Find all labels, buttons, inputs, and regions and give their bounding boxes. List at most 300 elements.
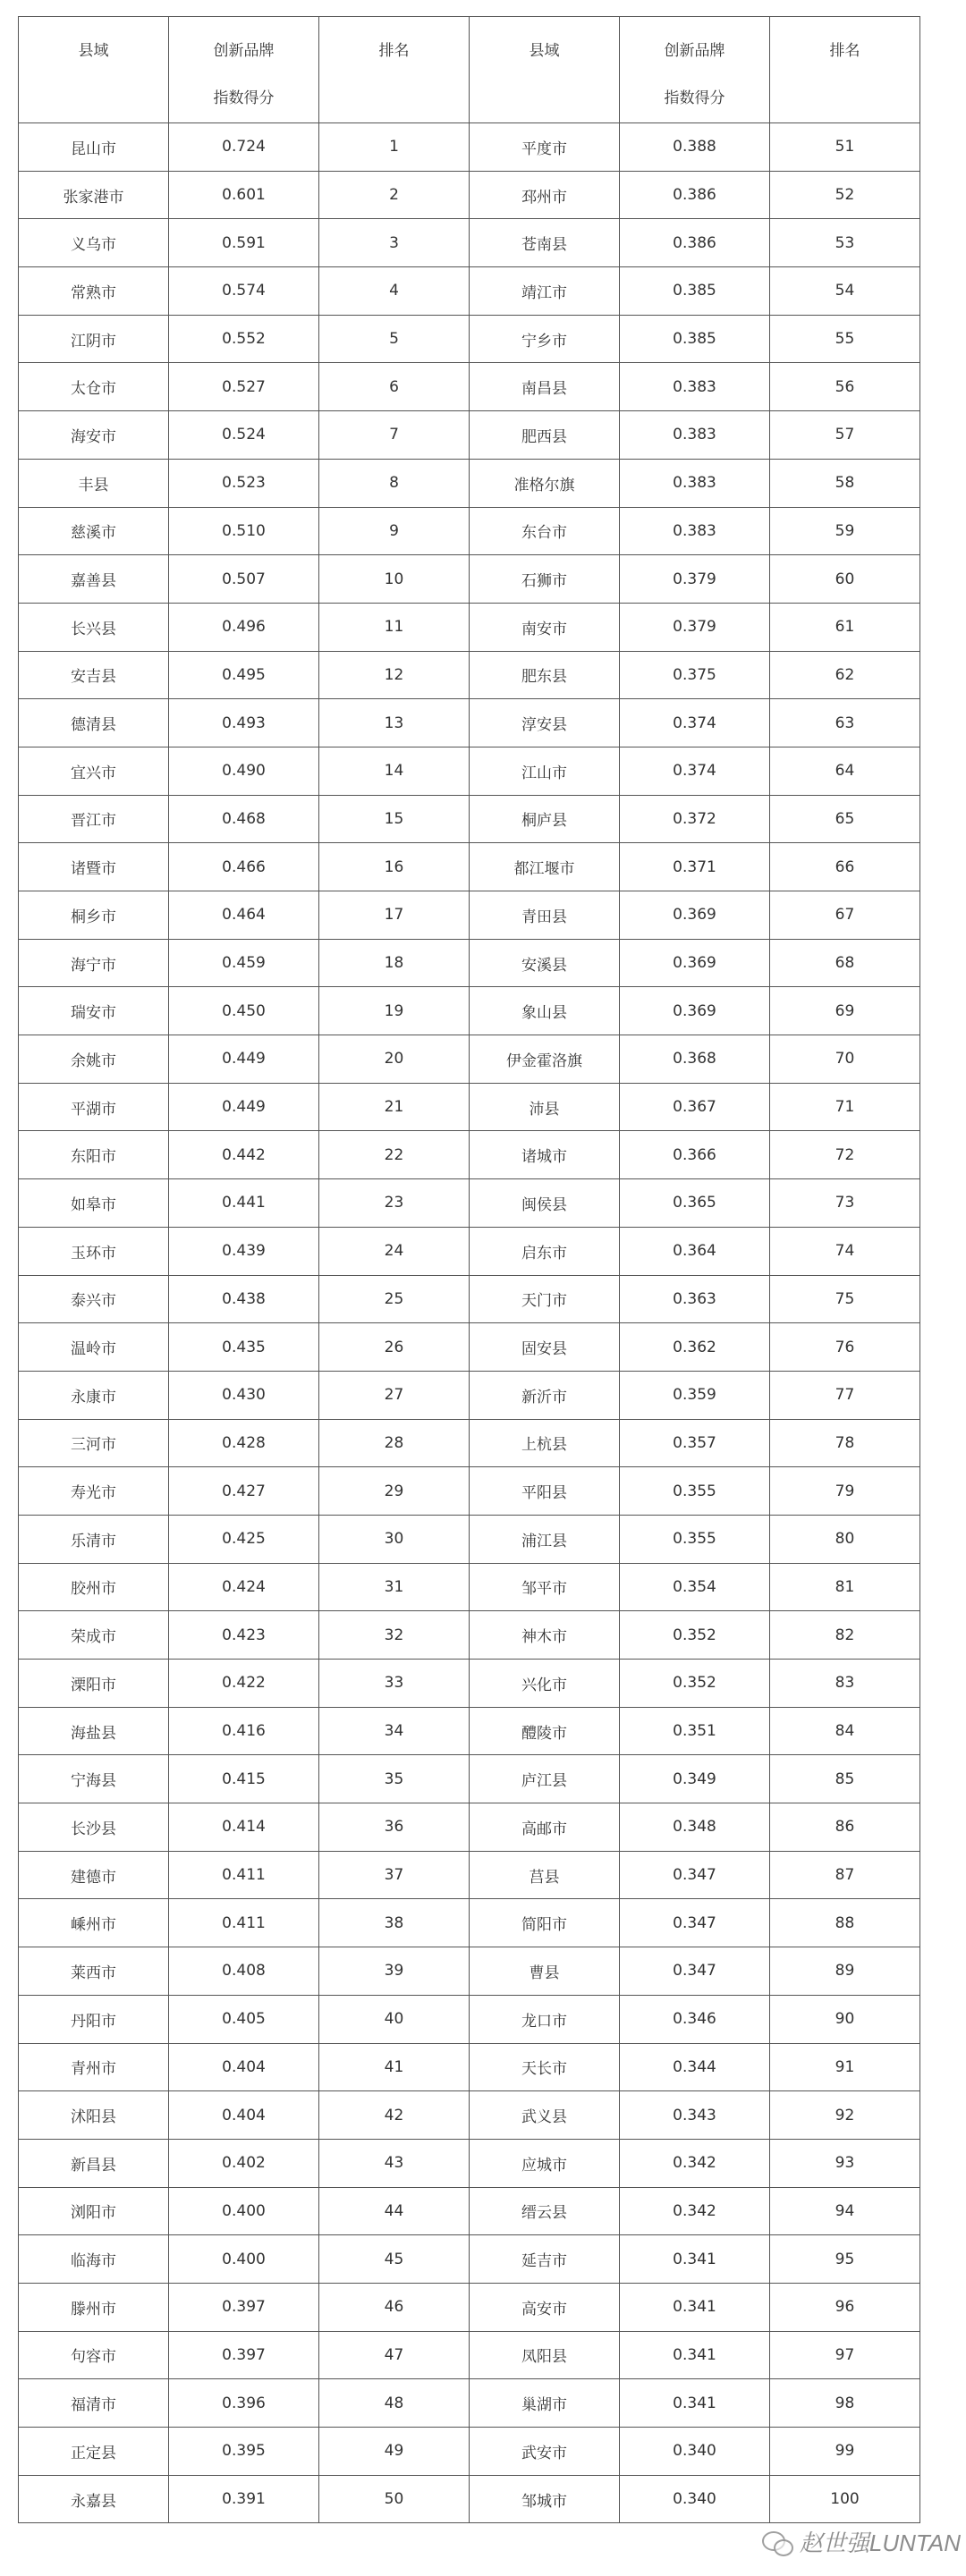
county-name-left: 永嘉县 bbox=[19, 2475, 169, 2523]
score-left: 0.411 bbox=[169, 1899, 319, 1947]
rank-right: 74 bbox=[770, 1227, 920, 1275]
score-left: 0.507 bbox=[169, 555, 319, 604]
county-name-left: 江阴市 bbox=[19, 315, 169, 363]
rank-left: 41 bbox=[319, 2043, 470, 2091]
table-row bbox=[19, 843, 920, 891]
rank-right: 62 bbox=[770, 651, 920, 699]
score-right: 0.369 bbox=[620, 939, 770, 987]
county-name-left: 丹阳市 bbox=[19, 1995, 169, 2043]
rank-left: 25 bbox=[319, 1275, 470, 1323]
rank-left: 18 bbox=[319, 939, 470, 987]
rank-left: 8 bbox=[319, 459, 470, 507]
rank-left: 27 bbox=[319, 1371, 470, 1419]
score-right: 0.344 bbox=[620, 2043, 770, 2091]
rank-left: 2 bbox=[319, 171, 470, 219]
score-right: 0.379 bbox=[620, 555, 770, 604]
county-name-right: 石狮市 bbox=[470, 555, 620, 604]
score-left: 0.414 bbox=[169, 1803, 319, 1852]
rank-right: 52 bbox=[770, 171, 920, 219]
rank-right: 72 bbox=[770, 1131, 920, 1179]
score-left: 0.552 bbox=[169, 315, 319, 363]
county-name-left: 新昌县 bbox=[19, 2139, 169, 2187]
county-name-right: 巢湖市 bbox=[470, 2379, 620, 2428]
rank-right: 51 bbox=[770, 123, 920, 172]
rank-right: 60 bbox=[770, 555, 920, 604]
rank-right: 75 bbox=[770, 1275, 920, 1323]
score-left: 0.424 bbox=[169, 1563, 319, 1611]
score-left: 0.601 bbox=[169, 171, 319, 219]
county-name-left: 沭阳县 bbox=[19, 2091, 169, 2140]
county-name-right: 神木市 bbox=[470, 1611, 620, 1660]
county-name-right: 延吉市 bbox=[470, 2235, 620, 2284]
rank-left: 49 bbox=[319, 2428, 470, 2476]
score-left: 0.527 bbox=[169, 363, 319, 411]
rank-left: 22 bbox=[319, 1131, 470, 1179]
score-right: 0.342 bbox=[620, 2187, 770, 2235]
table-row bbox=[19, 1707, 920, 1755]
county-name-left: 荣成市 bbox=[19, 1611, 169, 1660]
score-right: 0.352 bbox=[620, 1660, 770, 1708]
table-row bbox=[19, 1660, 920, 1708]
rank-left: 12 bbox=[319, 651, 470, 699]
score-left: 0.402 bbox=[169, 2139, 319, 2187]
score-right: 0.340 bbox=[620, 2428, 770, 2476]
county-name-right: 简阳市 bbox=[470, 1899, 620, 1947]
header-score-left: 创新品牌 指数得分 bbox=[169, 17, 319, 123]
county-name-right: 邹平市 bbox=[470, 1563, 620, 1611]
county-name-left: 海宁市 bbox=[19, 939, 169, 987]
county-name-right: 上杭县 bbox=[470, 1419, 620, 1467]
county-name-right: 南昌县 bbox=[470, 363, 620, 411]
score-right: 0.364 bbox=[620, 1227, 770, 1275]
county-name-left: 三河市 bbox=[19, 1419, 169, 1467]
rank-right: 88 bbox=[770, 1899, 920, 1947]
score-right: 0.366 bbox=[620, 1131, 770, 1179]
score-right: 0.383 bbox=[620, 507, 770, 555]
score-right: 0.385 bbox=[620, 315, 770, 363]
county-name-left: 宜兴市 bbox=[19, 747, 169, 795]
table-row bbox=[19, 171, 920, 219]
score-left: 0.450 bbox=[169, 987, 319, 1035]
county-name-right: 桐庐县 bbox=[470, 795, 620, 843]
table-row bbox=[19, 2283, 920, 2331]
table-row bbox=[19, 2091, 920, 2140]
table-row bbox=[19, 1179, 920, 1228]
rank-right: 86 bbox=[770, 1803, 920, 1852]
county-name-right: 醴陵市 bbox=[470, 1707, 620, 1755]
score-left: 0.423 bbox=[169, 1611, 319, 1660]
rank-right: 87 bbox=[770, 1851, 920, 1899]
table-row bbox=[19, 1851, 920, 1899]
county-name-left: 海盐县 bbox=[19, 1707, 169, 1755]
rank-left: 46 bbox=[319, 2283, 470, 2331]
county-name-right: 平度市 bbox=[470, 123, 620, 172]
score-right: 0.352 bbox=[620, 1611, 770, 1660]
rank-right: 59 bbox=[770, 507, 920, 555]
score-left: 0.427 bbox=[169, 1467, 319, 1516]
rank-left: 21 bbox=[319, 1083, 470, 1131]
county-name-right: 浦江县 bbox=[470, 1515, 620, 1563]
county-name-right: 龙口市 bbox=[470, 1995, 620, 2043]
county-name-right: 兴化市 bbox=[470, 1660, 620, 1708]
table-row bbox=[19, 2475, 920, 2523]
table-row bbox=[19, 987, 920, 1035]
county-name-right: 闽侯县 bbox=[470, 1179, 620, 1228]
county-name-left: 宁海县 bbox=[19, 1755, 169, 1803]
rank-left: 16 bbox=[319, 843, 470, 891]
score-left: 0.574 bbox=[169, 267, 319, 316]
score-left: 0.415 bbox=[169, 1755, 319, 1803]
rank-right: 55 bbox=[770, 315, 920, 363]
county-name-left: 福清市 bbox=[19, 2379, 169, 2428]
county-name-left: 平湖市 bbox=[19, 1083, 169, 1131]
county-name-right: 高安市 bbox=[470, 2283, 620, 2331]
score-right: 0.386 bbox=[620, 219, 770, 267]
table-row bbox=[19, 1083, 920, 1131]
rank-right: 90 bbox=[770, 1995, 920, 2043]
ranking-table bbox=[18, 16, 920, 2523]
rank-right: 76 bbox=[770, 1323, 920, 1372]
score-left: 0.425 bbox=[169, 1515, 319, 1563]
rank-left: 45 bbox=[319, 2235, 470, 2284]
score-right: 0.388 bbox=[620, 123, 770, 172]
rank-right: 58 bbox=[770, 459, 920, 507]
table-row bbox=[19, 651, 920, 699]
table-row bbox=[19, 1227, 920, 1275]
score-right: 0.374 bbox=[620, 699, 770, 747]
ranking-table-container bbox=[18, 16, 920, 2523]
score-right: 0.359 bbox=[620, 1371, 770, 1419]
score-left: 0.468 bbox=[169, 795, 319, 843]
table-row bbox=[19, 891, 920, 940]
table-row bbox=[19, 2428, 920, 2476]
score-right: 0.354 bbox=[620, 1563, 770, 1611]
county-name-left: 如皋市 bbox=[19, 1179, 169, 1228]
rank-left: 32 bbox=[319, 1611, 470, 1660]
score-left: 0.449 bbox=[169, 1035, 319, 1084]
rank-left: 42 bbox=[319, 2091, 470, 2140]
rank-left: 28 bbox=[319, 1419, 470, 1467]
score-right: 0.347 bbox=[620, 1899, 770, 1947]
county-name-right: 天长市 bbox=[470, 2043, 620, 2091]
rank-right: 95 bbox=[770, 2235, 920, 2284]
county-name-left: 长兴县 bbox=[19, 603, 169, 651]
county-name-right: 安溪县 bbox=[470, 939, 620, 987]
rank-left: 19 bbox=[319, 987, 470, 1035]
header-rank-right: 排名 bbox=[770, 17, 920, 123]
rank-right: 65 bbox=[770, 795, 920, 843]
watermark-text: 赵世强LUNTAN bbox=[799, 2530, 961, 2556]
rank-right: 77 bbox=[770, 1371, 920, 1419]
county-name-right: 莒县 bbox=[470, 1851, 620, 1899]
rank-right: 53 bbox=[770, 219, 920, 267]
rank-left: 48 bbox=[319, 2379, 470, 2428]
rank-left: 26 bbox=[319, 1323, 470, 1372]
county-name-left: 义乌市 bbox=[19, 219, 169, 267]
county-name-right: 宁乡市 bbox=[470, 315, 620, 363]
score-right: 0.372 bbox=[620, 795, 770, 843]
county-name-right: 曹县 bbox=[470, 1947, 620, 1996]
score-left: 0.495 bbox=[169, 651, 319, 699]
county-name-right: 凤阳县 bbox=[470, 2331, 620, 2379]
score-right: 0.343 bbox=[620, 2091, 770, 2140]
score-right: 0.357 bbox=[620, 1419, 770, 1467]
rank-right: 80 bbox=[770, 1515, 920, 1563]
rank-right: 57 bbox=[770, 411, 920, 460]
score-left: 0.416 bbox=[169, 1707, 319, 1755]
score-right: 0.346 bbox=[620, 1995, 770, 2043]
score-left: 0.466 bbox=[169, 843, 319, 891]
rank-left: 1 bbox=[319, 123, 470, 172]
rank-right: 97 bbox=[770, 2331, 920, 2379]
rank-left: 33 bbox=[319, 1660, 470, 1708]
score-right: 0.342 bbox=[620, 2139, 770, 2187]
table-row bbox=[19, 219, 920, 267]
rank-right: 69 bbox=[770, 987, 920, 1035]
county-name-right: 高邮市 bbox=[470, 1803, 620, 1852]
score-left: 0.408 bbox=[169, 1947, 319, 1996]
county-name-left: 乐清市 bbox=[19, 1515, 169, 1563]
county-name-left: 建德市 bbox=[19, 1851, 169, 1899]
rank-left: 47 bbox=[319, 2331, 470, 2379]
rank-right: 82 bbox=[770, 1611, 920, 1660]
score-right: 0.363 bbox=[620, 1275, 770, 1323]
county-name-right: 准格尔旗 bbox=[470, 459, 620, 507]
rank-left: 34 bbox=[319, 1707, 470, 1755]
rank-left: 6 bbox=[319, 363, 470, 411]
table-row bbox=[19, 2379, 920, 2428]
score-right: 0.348 bbox=[620, 1803, 770, 1852]
table-row bbox=[19, 459, 920, 507]
rank-right: 83 bbox=[770, 1660, 920, 1708]
county-name-right: 肥西县 bbox=[470, 411, 620, 460]
score-right: 0.369 bbox=[620, 987, 770, 1035]
table-row bbox=[19, 1515, 920, 1563]
county-name-left: 嵊州市 bbox=[19, 1899, 169, 1947]
header-rank-left: 排名 bbox=[319, 17, 470, 123]
table-row bbox=[19, 267, 920, 316]
county-name-right: 江山市 bbox=[470, 747, 620, 795]
county-name-left: 昆山市 bbox=[19, 123, 169, 172]
rank-left: 30 bbox=[319, 1515, 470, 1563]
rank-right: 85 bbox=[770, 1755, 920, 1803]
score-right: 0.379 bbox=[620, 603, 770, 651]
county-name-right: 武安市 bbox=[470, 2428, 620, 2476]
county-name-right: 固安县 bbox=[470, 1323, 620, 1372]
county-name-left: 临海市 bbox=[19, 2235, 169, 2284]
rank-right: 81 bbox=[770, 1563, 920, 1611]
county-name-right: 靖江市 bbox=[470, 267, 620, 316]
watermark bbox=[762, 2525, 961, 2558]
score-right: 0.340 bbox=[620, 2475, 770, 2523]
score-left: 0.510 bbox=[169, 507, 319, 555]
score-left: 0.524 bbox=[169, 411, 319, 460]
rank-right: 61 bbox=[770, 603, 920, 651]
score-left: 0.523 bbox=[169, 459, 319, 507]
county-name-left: 胶州市 bbox=[19, 1563, 169, 1611]
score-left: 0.395 bbox=[169, 2428, 319, 2476]
rank-left: 37 bbox=[319, 1851, 470, 1899]
rank-right: 68 bbox=[770, 939, 920, 987]
table-row bbox=[19, 2043, 920, 2091]
table-row bbox=[19, 2331, 920, 2379]
score-right: 0.347 bbox=[620, 1851, 770, 1899]
table-row bbox=[19, 1563, 920, 1611]
wechat-icon bbox=[762, 2530, 792, 2555]
score-left: 0.435 bbox=[169, 1323, 319, 1372]
score-right: 0.341 bbox=[620, 2235, 770, 2284]
county-name-left: 句容市 bbox=[19, 2331, 169, 2379]
score-right: 0.355 bbox=[620, 1467, 770, 1516]
rank-right: 89 bbox=[770, 1947, 920, 1996]
table-row bbox=[19, 699, 920, 747]
score-right: 0.386 bbox=[620, 171, 770, 219]
rank-right: 56 bbox=[770, 363, 920, 411]
county-name-left: 长沙县 bbox=[19, 1803, 169, 1852]
county-name-left: 丰县 bbox=[19, 459, 169, 507]
rank-right: 66 bbox=[770, 843, 920, 891]
rank-left: 29 bbox=[319, 1467, 470, 1516]
county-name-left: 安吉县 bbox=[19, 651, 169, 699]
rank-right: 84 bbox=[770, 1707, 920, 1755]
score-left: 0.496 bbox=[169, 603, 319, 651]
rank-right: 78 bbox=[770, 1419, 920, 1467]
score-left: 0.396 bbox=[169, 2379, 319, 2428]
county-name-right: 庐江县 bbox=[470, 1755, 620, 1803]
county-name-right: 武义县 bbox=[470, 2091, 620, 2140]
table-row bbox=[19, 603, 920, 651]
score-right: 0.375 bbox=[620, 651, 770, 699]
rank-left: 31 bbox=[319, 1563, 470, 1611]
county-name-left: 东阳市 bbox=[19, 1131, 169, 1179]
rank-left: 43 bbox=[319, 2139, 470, 2187]
county-name-right: 新沂市 bbox=[470, 1371, 620, 1419]
rank-left: 23 bbox=[319, 1179, 470, 1228]
score-right: 0.383 bbox=[620, 363, 770, 411]
county-name-right: 启东市 bbox=[470, 1227, 620, 1275]
county-name-left: 正定县 bbox=[19, 2428, 169, 2476]
table-row bbox=[19, 1035, 920, 1084]
county-name-left: 桐乡市 bbox=[19, 891, 169, 940]
table-row bbox=[19, 795, 920, 843]
rank-right: 54 bbox=[770, 267, 920, 316]
rank-right: 79 bbox=[770, 1467, 920, 1516]
rank-right: 91 bbox=[770, 2043, 920, 2091]
county-name-left: 温岭市 bbox=[19, 1323, 169, 1372]
rank-left: 35 bbox=[319, 1755, 470, 1803]
county-name-left: 慈溪市 bbox=[19, 507, 169, 555]
county-name-right: 伊金霍洛旗 bbox=[470, 1035, 620, 1084]
table-body bbox=[19, 123, 920, 2523]
table-row bbox=[19, 747, 920, 795]
score-left: 0.438 bbox=[169, 1275, 319, 1323]
county-name-left: 德清县 bbox=[19, 699, 169, 747]
score-left: 0.397 bbox=[169, 2331, 319, 2379]
county-name-left: 晋江市 bbox=[19, 795, 169, 843]
score-left: 0.591 bbox=[169, 219, 319, 267]
score-left: 0.724 bbox=[169, 123, 319, 172]
score-right: 0.383 bbox=[620, 411, 770, 460]
rank-left: 9 bbox=[319, 507, 470, 555]
score-left: 0.430 bbox=[169, 1371, 319, 1419]
rank-right: 94 bbox=[770, 2187, 920, 2235]
score-right: 0.347 bbox=[620, 1947, 770, 1996]
score-left: 0.422 bbox=[169, 1660, 319, 1708]
rank-left: 14 bbox=[319, 747, 470, 795]
table-row bbox=[19, 555, 920, 604]
county-name-left: 太仓市 bbox=[19, 363, 169, 411]
score-left: 0.428 bbox=[169, 1419, 319, 1467]
county-name-left: 瑞安市 bbox=[19, 987, 169, 1035]
score-left: 0.404 bbox=[169, 2043, 319, 2091]
table-row bbox=[19, 1131, 920, 1179]
rank-right: 96 bbox=[770, 2283, 920, 2331]
rank-right: 64 bbox=[770, 747, 920, 795]
rank-left: 36 bbox=[319, 1803, 470, 1852]
table-row bbox=[19, 2235, 920, 2284]
county-name-right: 邹城市 bbox=[470, 2475, 620, 2523]
county-name-right: 南安市 bbox=[470, 603, 620, 651]
rank-left: 10 bbox=[319, 555, 470, 604]
table-row bbox=[19, 1755, 920, 1803]
score-left: 0.405 bbox=[169, 1995, 319, 2043]
score-right: 0.367 bbox=[620, 1083, 770, 1131]
score-right: 0.371 bbox=[620, 843, 770, 891]
table-row bbox=[19, 1611, 920, 1660]
county-name-right: 苍南县 bbox=[470, 219, 620, 267]
score-left: 0.442 bbox=[169, 1131, 319, 1179]
header-score-right: 创新品牌 指数得分 bbox=[620, 17, 770, 123]
rank-right: 93 bbox=[770, 2139, 920, 2187]
rank-left: 11 bbox=[319, 603, 470, 651]
score-right: 0.369 bbox=[620, 891, 770, 940]
county-name-right: 都江堰市 bbox=[470, 843, 620, 891]
table-row bbox=[19, 1995, 920, 2043]
rank-right: 70 bbox=[770, 1035, 920, 1084]
county-name-right: 诸城市 bbox=[470, 1131, 620, 1179]
score-left: 0.391 bbox=[169, 2475, 319, 2523]
score-right: 0.341 bbox=[620, 2331, 770, 2379]
rank-right: 73 bbox=[770, 1179, 920, 1228]
table-header-row bbox=[19, 17, 920, 123]
score-right: 0.383 bbox=[620, 459, 770, 507]
table-row bbox=[19, 507, 920, 555]
county-name-right: 沛县 bbox=[470, 1083, 620, 1131]
score-right: 0.368 bbox=[620, 1035, 770, 1084]
county-name-left: 诸暨市 bbox=[19, 843, 169, 891]
county-name-left: 张家港市 bbox=[19, 171, 169, 219]
score-left: 0.449 bbox=[169, 1083, 319, 1131]
table-row bbox=[19, 2187, 920, 2235]
table-row bbox=[19, 1419, 920, 1467]
header-county-right: 县域 bbox=[470, 17, 620, 123]
score-left: 0.439 bbox=[169, 1227, 319, 1275]
rank-left: 39 bbox=[319, 1947, 470, 1996]
table-row bbox=[19, 123, 920, 172]
table-row bbox=[19, 1899, 920, 1947]
table-row bbox=[19, 2139, 920, 2187]
county-name-right: 天门市 bbox=[470, 1275, 620, 1323]
county-name-left: 滕州市 bbox=[19, 2283, 169, 2331]
rank-left: 40 bbox=[319, 1995, 470, 2043]
county-name-left: 寿光市 bbox=[19, 1467, 169, 1516]
table-row bbox=[19, 363, 920, 411]
rank-left: 13 bbox=[319, 699, 470, 747]
rank-left: 24 bbox=[319, 1227, 470, 1275]
rank-left: 5 bbox=[319, 315, 470, 363]
table-row bbox=[19, 411, 920, 460]
county-name-left: 海安市 bbox=[19, 411, 169, 460]
